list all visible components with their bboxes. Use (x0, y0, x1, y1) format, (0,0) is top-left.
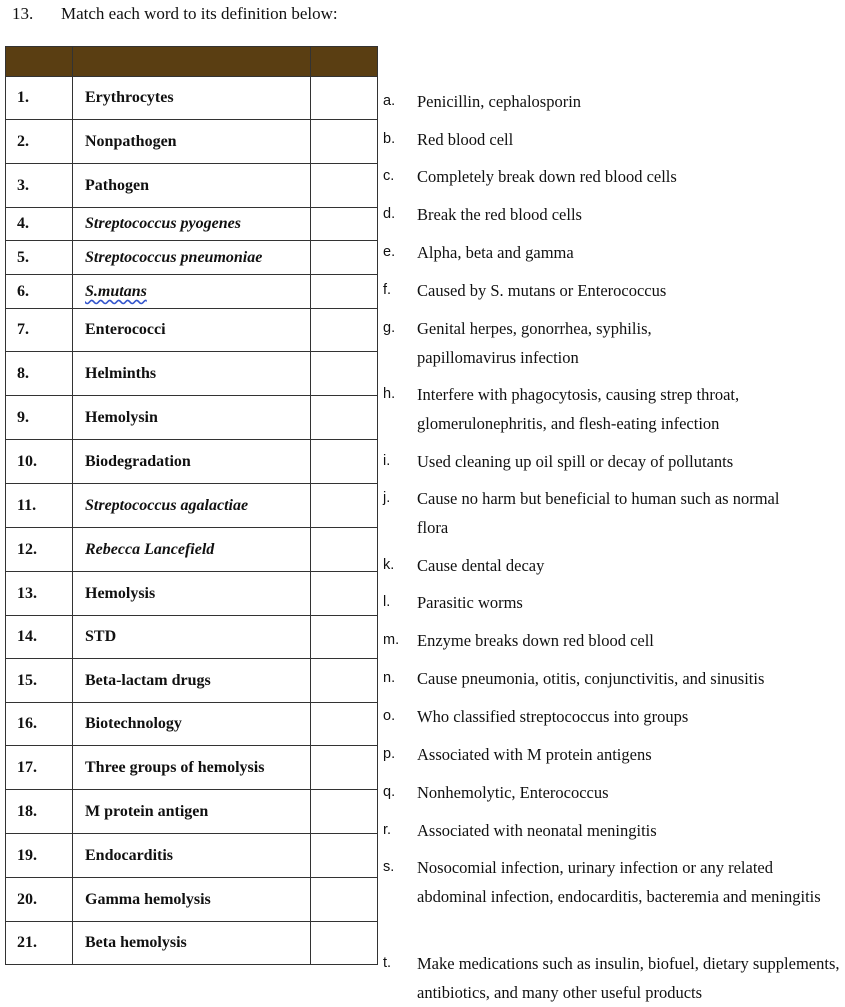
definition-text: Cause no harm but beneficial to human such as normal flora (417, 489, 780, 537)
definition-text: Who classified streptococcus into groups (417, 707, 689, 726)
answer-cell[interactable] (311, 164, 378, 208)
term-row (6, 440, 378, 484)
definition-text: Used cleaning up oil spill or decay of pollutants (417, 452, 734, 471)
answer-cell[interactable] (311, 352, 378, 396)
answer-cell[interactable] (311, 878, 378, 922)
definition-text: Penicillin, cephalosporin (417, 92, 582, 111)
term-number: 9. (6, 396, 73, 440)
question-prompt: Match each word to its definition below: (61, 4, 338, 23)
term-number: 2. (6, 120, 73, 164)
definition-text: Nonhemolytic, Enterococcus (417, 783, 609, 802)
answer-cell[interactable] (311, 309, 378, 352)
answer-cell[interactable] (311, 746, 378, 790)
term-label: Streptococcus pneumoniae (73, 241, 311, 275)
term-label: Nonpathogen (73, 120, 311, 164)
term-row (6, 572, 378, 616)
term-row (6, 208, 378, 241)
answer-cell[interactable] (311, 120, 378, 164)
spellcheck-underlined-term: S.mutans (85, 282, 147, 300)
term-row (6, 922, 378, 965)
term-number: 20. (6, 878, 73, 922)
answer-cell[interactable] (311, 440, 378, 484)
answer-cell[interactable] (311, 616, 378, 659)
term-row (6, 396, 378, 440)
term-number: 19. (6, 834, 73, 878)
table-header-bar (6, 47, 378, 77)
term-number: 8. (6, 352, 73, 396)
definition-letter: j. (383, 490, 391, 506)
answer-cell[interactable] (311, 241, 378, 275)
term-number: 3. (6, 164, 73, 208)
definition-letter: i. (383, 453, 391, 469)
term-number: 5. (6, 241, 73, 275)
answer-cell[interactable] (311, 703, 378, 746)
term-row (6, 746, 378, 790)
term-label: Enterococci (73, 309, 311, 352)
term-label: Pathogen (73, 164, 311, 208)
definition-letter: h. (383, 386, 396, 402)
answer-cell[interactable] (311, 790, 378, 834)
definition-text: Associated with neonatal meningitis (417, 821, 657, 840)
term-row (6, 352, 378, 396)
definition-text: Cause dental decay (417, 556, 545, 575)
term-number: 18. (6, 790, 73, 834)
term-row (6, 834, 378, 878)
definition-letter: d. (383, 206, 396, 222)
answer-cell[interactable] (311, 572, 378, 616)
term-label: Biodegradation (73, 440, 311, 484)
answer-cell[interactable] (311, 484, 378, 528)
answer-cell[interactable] (311, 275, 378, 309)
term-label: Streptococcus pyogenes (73, 208, 311, 241)
term-label: Biotechnology (73, 703, 311, 746)
term-label: Beta-lactam drugs (73, 659, 311, 703)
definition-letter: c. (383, 168, 395, 184)
term-label: Endocarditis (73, 834, 311, 878)
term-number: 10. (6, 440, 73, 484)
answer-cell[interactable] (311, 922, 378, 965)
term-number: 17. (6, 746, 73, 790)
definition-text: Caused by S. mutans or Enterococcus (417, 281, 667, 300)
definition-letter: s. (383, 859, 395, 875)
term-row (6, 484, 378, 528)
term-row (6, 164, 378, 208)
definition-letter: t. (383, 955, 392, 971)
term-row (6, 309, 378, 352)
definition-text: Completely break down red blood cells (417, 167, 677, 186)
term-label: Rebecca Lancefield (73, 528, 311, 572)
answer-cell[interactable] (311, 834, 378, 878)
term-row (6, 275, 378, 309)
term-number: 1. (6, 77, 73, 120)
term-number: 21. (6, 922, 73, 965)
term-number: 12. (6, 528, 73, 572)
definition-text: Interfere with phagocytosis, causing strep throat, glomerulonephritis, and flesh-eating infection (417, 385, 740, 433)
definition-text: Associated with M protein antigens (417, 745, 652, 764)
term-number: 6. (6, 275, 73, 309)
definition-text: Genital herpes, gonorrhea, syphilis, papillomavirus infection (417, 319, 652, 367)
term-row (6, 659, 378, 703)
question-number: 13. (12, 4, 34, 23)
term-number: 16. (6, 703, 73, 746)
answer-cell[interactable] (311, 659, 378, 703)
definition-letter: e. (383, 244, 396, 260)
definition-letter: k. (383, 557, 395, 573)
definition-text: Parasitic worms (417, 593, 523, 612)
term-row (6, 120, 378, 164)
definition-letter: a. (383, 93, 396, 109)
term-row (6, 616, 378, 659)
definition-text: Make medications such as insulin, biofuel, dietary supplements, antibiotics, and many other useful products (417, 954, 840, 1002)
term-label: Beta hemolysis (73, 922, 311, 965)
term-number: 15. (6, 659, 73, 703)
definition-text: Cause pneumonia, otitis, conjunctivitis, and sinusitis (417, 669, 765, 688)
term-row (6, 878, 378, 922)
term-label: Gamma hemolysis (73, 878, 311, 922)
term-row (6, 528, 378, 572)
answer-cell[interactable] (311, 77, 378, 120)
definition-letter: l. (383, 594, 391, 610)
definition-letter: m. (383, 632, 400, 648)
definition-letter: o. (383, 708, 396, 724)
definition-letter: q. (383, 784, 396, 800)
term-number: 7. (6, 309, 73, 352)
term-label: M protein antigen (73, 790, 311, 834)
definition-text: Nosocomial infection, urinary infection or any related abdominal infection, endocarditis, bacteremia and meningitis (417, 858, 821, 906)
term-row (6, 77, 378, 120)
term-label: STD (73, 616, 311, 659)
term-number: 11. (6, 484, 73, 528)
term-row (6, 241, 378, 275)
term-label: Helminths (73, 352, 311, 396)
term-label (73, 275, 311, 309)
definition-text: Red blood cell (417, 130, 514, 149)
term-number: 13. (6, 572, 73, 616)
definition-letter: r. (383, 822, 392, 838)
answer-cell[interactable] (311, 208, 378, 241)
term-label: Hemolysin (73, 396, 311, 440)
definition-letter: g. (383, 320, 396, 336)
term-row (6, 790, 378, 834)
term-label: Hemolysis (73, 572, 311, 616)
term-number: 14. (6, 616, 73, 659)
definition-letter: b. (383, 131, 396, 147)
answer-cell[interactable] (311, 528, 378, 572)
definition-letter: f. (383, 282, 392, 298)
definition-letter: p. (383, 746, 396, 762)
term-label: Erythrocytes (73, 77, 311, 120)
definition-text: Enzyme breaks down red blood cell (417, 631, 654, 650)
terms-table (5, 46, 378, 965)
term-row (6, 703, 378, 746)
definition-letter: n. (383, 670, 396, 686)
term-label: Streptococcus agalactiae (73, 484, 311, 528)
definition-text: Break the red blood cells (417, 205, 582, 224)
term-number: 4. (6, 208, 73, 241)
definition-text: Alpha, beta and gamma (417, 243, 574, 262)
term-label: Three groups of hemolysis (73, 746, 311, 790)
answer-cell[interactable] (311, 396, 378, 440)
